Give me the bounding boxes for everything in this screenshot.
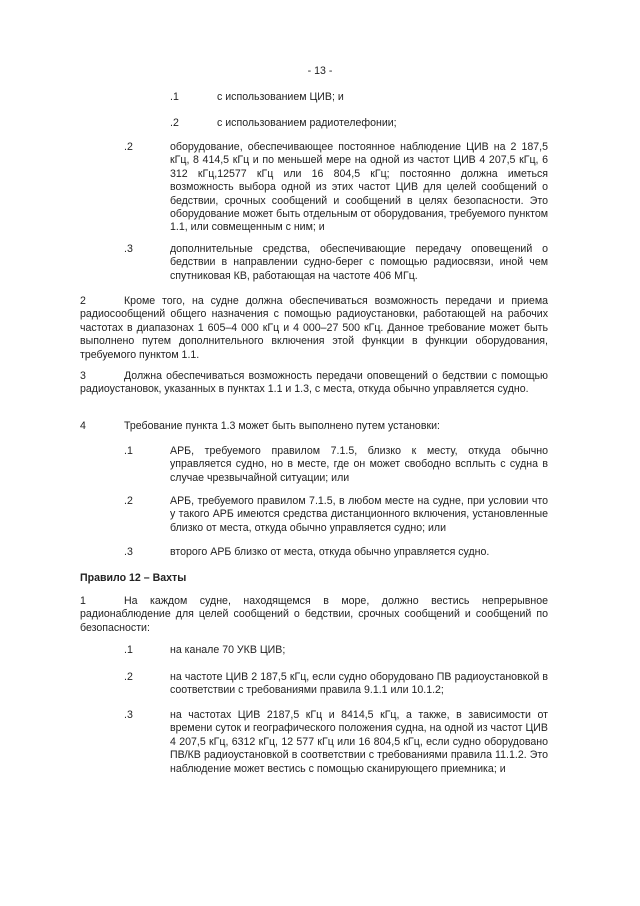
- item-number: .2: [170, 117, 179, 129]
- paragraph-text: Кроме того, на судне должна обеспечиваться возможность передачи и приема радиосообщений общего назначения с помощью радиоустановки, работающей на рабочих частотах в диапазонах 1 605–4 000 кГц и 4 000–27 500 кГц. Данное требование может быть выполнено путем дополнительного включения этой функции в функции оборудования, требуемого пунктом 1.1.: [80, 295, 548, 361]
- item-text: оборудование, обеспечивающее постоянное наблюдение ЦИВ на 2 187,5 кГц, 8 414,5 кГц и по меньшей мере на одной из частот ЦИВ 4 207,5 кГц, 6 312 кГц,12577 кГц или 16 804,5 кГц; постоянно должна иметься возможность выбора одной из этих частот ЦИВ для целей сообщений о бедствии, срочных сообщений и сообщений в целях безопасности. Это оборудование может быть отдельным от оборудования, требуемого пунктом 1.1, или совмещенным с ним; и: [170, 141, 548, 234]
- item-text: второго АРБ близко от места, откуда обычно управляется судно.: [170, 546, 490, 558]
- item-text: с использованием радиотелефонии;: [217, 117, 397, 129]
- paragraph-text: На каждом судне, находящемся в море, должно вестись непрерывное радионаблюдение для целей сообщений о бедствии, срочных сообщений и сообщений по безопасности:: [80, 595, 548, 634]
- item-number: .3: [124, 243, 133, 255]
- item-text: АРБ, требуемого правилом 7.1.5, близко к месту, откуда обычно управляется судно, но в месте, где он может свободно всплыть с судна в случае чрезвычайной ситуации; или: [170, 445, 548, 484]
- item-number: .2: [124, 141, 133, 153]
- item-number: .2: [124, 671, 133, 683]
- item-number: .1: [124, 644, 133, 656]
- section-heading: Правило 12 – Вахты: [80, 572, 187, 584]
- paragraph-text: Требование пункта 1.3 может быть выполнено путем установки:: [124, 420, 440, 432]
- paragraph-number: 4: [80, 420, 86, 432]
- paragraph-number: 1: [80, 595, 86, 607]
- item-number: .3: [124, 709, 133, 721]
- item-number: .1: [170, 91, 179, 103]
- item-number: .2: [124, 495, 133, 507]
- item-number: .1: [124, 445, 133, 457]
- paragraph-text: Должна обеспечиваться возможность передачи оповещений о бедствии с помощью радиоустановок, указанных в пунктах 1.1 и 1.3, с места, откуда обычно управляется судно.: [80, 370, 548, 396]
- page-number: - 13 -: [307, 65, 333, 77]
- paragraph-number: 2: [80, 295, 86, 307]
- item-text: дополнительные средства, обеспечивающие передачу оповещений о бедствии в направлении судно-берег с помощью радиосвязи, иной чем спутниковая КВ, работающая на частоте 406 МГц.: [170, 243, 548, 282]
- item-text: АРБ, требуемого правилом 7.1.5, в любом месте на судне, при условии что у такого АРБ имеются средства дистанционного включения, установленные близко от места, откуда обычно управляется судно; или: [170, 495, 548, 534]
- item-text: на частоте ЦИВ 2 187,5 кГц, если судно оборудовано ПВ радиоустановкой в соответствии с требованиями правила 9.1.1 или 10.1.2;: [170, 671, 548, 697]
- item-text: на частотах ЦИВ 2187,5 кГц и 8414,5 кГц, а также, в зависимости от времени суток и географического положения судна, на одной из частот ЦИВ 4 207,5 кГц, 6312 кГц, 12 577 кГц или 16 804,5 кГц, если судно оборудовано ПВ/КВ радиоустановкой в соответствии с требованиями правила 11.1.2. Это наблюдение может вестись с помощью сканирующего приемника; и: [170, 709, 548, 775]
- paragraph-number: 3: [80, 370, 86, 382]
- item-number: .3: [124, 546, 133, 558]
- item-text: с использованием ЦИВ; и: [217, 91, 344, 103]
- item-text: на канале 70 УКВ ЦИВ;: [170, 644, 286, 656]
